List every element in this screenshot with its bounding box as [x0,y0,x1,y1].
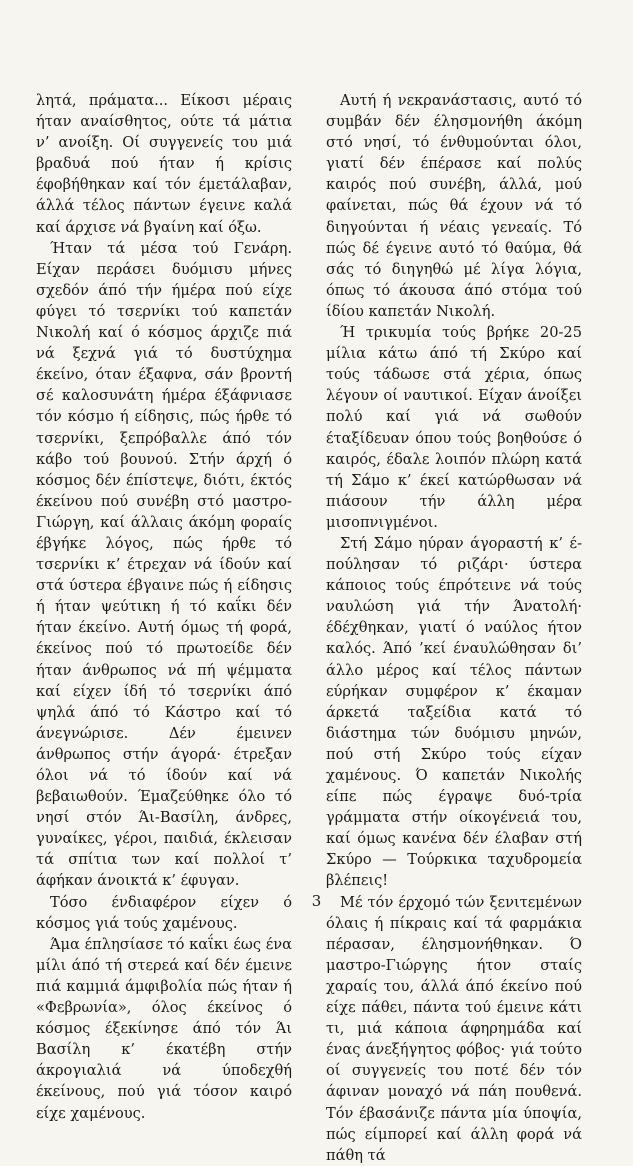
left-paragraph-1: λητά, πράματα... Είκοσι μέραις ήταν αναίσθητος, ούτε τά μάτια ν’ ανοίξη. Οί συγγενείς του μιά βραδυά πού ήταν ή κρίσις έφοβήθηκαν καί τόν έμετάλαβαν, άλλά τέλος πάντων έγεινε καλά καί άρχισε νά βγαίνη καί όξω. [36,92,292,236]
book-page [36,90,604,1164]
right-paragraph-4: Μέ τόν έρχομό τών ξενιτεμένων όλαις ή πίκραις καί τά φαρμάκια πέρασαν, έλησμονήθηκαν. Ό μαστρο-Γιώργης ήτον σταίς χαραίς του, άλλά άπό έκείνο πού είχε πάθει, πάντα τού έμεινε κάτι τι, μιά κάποια άφηρημάδα καί ένας άνεξήγητος φόβος· γιά τούτο οί συγγενείς του ποτέ δέν τόν άφιναν μοναχό νά πάη πουθενά. Τόν έβασάνιζε πάντα μία ύποψία, πώς είμπορεί καί άλλη φορά νά πάθη τά [326,893,582,1164]
page-number: 3 [311,892,322,910]
right-paragraph-1: Αυτή ή νεκρανάστασις, αυτό τό συμβάν δέν έλησμονήθη άκόμη στό νησί, τό ένθυμούνται όλοι, γιατί δέν έπέρασε καί πολύς καιρός πού συνέβη, άλλά, μού φαίνεται, πώς θά έχουν νά τό διηγούνται ή νέαις γενεαίς. Τό πώς δέ έγεινε αυτό τό θαύμα, θά σάς τό διηγηθώ μέ λίγα λόγια, όπως τό άκουσα άπό στόμα τού ίδίου καπετάν Νικολή. [326,92,582,320]
right-paragraph-2: Ή τρικυμία τούς βρήκε 20-25 μίλια κάτω άπό τή Σκύρο καί τούς τάδωσε στά χέρια, όπως λέγουν οί ναυτικοί. Είχαν άνοίξει πολύ καί γιά νά σωθούν έταξίδευαν όπου τούς βοηθούσε ό καιρός, έδαλε λοιπόν πλώρη κατά τή Σάμο κ’ έκεί κατώρθωσαν νά πιάσουν τήν άλλη μέρα μισοπνιγμένοι. [326,324,582,531]
right-paragraph-3: Στή Σάμο ηύραν άγοραστή κ’ έπούλησαν τό ριζάρι· ύστερα κάποιος τούς έπρότεινε νά τούς ναυλώση γιά τήν Άνατολή· έδέχθηκαν, γιατί ό ναύλος ήτον καλός. Άπό ’κεί έναυλώθησαν δι’ άλλο μέρος καί τέλος πάντων εύρήκαν συμφέρον κ’ έκαμαν άρκετά ταξείδια κατά τό διάστημα τών δυόμισυ μηνών, πού στή Σκύρο τούς είχαν χαμένους. Ό καπετάν Νικολής είπε πώς έγραψε δυό-τρία γράμματα στήν οίκογένειά του, καί όμως κανένα δέν έλαβαν στή Σκύρο — Τούρκικα ταχυδρομεία βλέπεις! [326,534,582,890]
left-paragraph-2: Ήταν τά μέσα τού Γενάρη. Είχαν περάσει δυόμισυ μήνες σχεδόν άπό τήν ήμέρα πού είχε φύγει τό τσερνίκι τού καπετάν Νικολή καί ό κόσμος άρχιζε πιά νά ξεχνά γιά τό δυστύχημα έκείνο, όταν έξαφνα, σάν βροντή σέ καλοσυνάτη ήμέρα έξάφνιασε τόν κόσμο ή είδησις, πώς ήρθε τό τσερνίκι, ξεπρόβαλλε άπό τόν κάβο τού βουνού. Στήν άρχή ό κόσμος δέν έπίστεψε, διότι, έκτός έκείνου πού συνέβη στό μαστρο-Γιώργη, καί άλλαις άκόμη φοραίς έβγήκε λόγος, πώς ήρθε τό τσερνίκι κ’ έτρεχαν νά ίδούν καί στά ύστερα έβγαινε πώς ή είδησις ή ήταν ψεύτικη ή τό καΐκι δέν ήταν έκείνο. Αυτή όμως τή φορά, έκείνος πού τό πρωτοείδε δέν ήταν άνθρωπος νά πή ψέμματα καί είχεν ίδή τό τσερνίκι άπό ψηλά άπό τό Κάστρο καί τό άνεγνώρισε. Δέν έμεινεν άνθρωπος στήν άγορά· έτρεξαν όλοι νά τό ίδούν καί νά βεβαιωθούν. Έμαζεύθηκε όλο τό νησί στόν Άι-Βασίλη, άνδρες, γυναίκες, γέροι, παιδιά, έκλεισαν τά σπίτια των καί πολλοί τ’ άφήκαν άνοικτά κ’ έφυγαν. [36,239,292,890]
right-text-column [326,90,582,1166]
left-paragraph-4: Άμα έπλησίασε τό καΐκι έως ένα μίλι άπό τή στερεά καί δέν έμεινε πιά καμμιά άμφιβολία πώς ήταν ή «Φεβρωνία», όλος έκείνος ό κόσμος έξεκίνησε άπό τόν Άι Βασίλη κ’ έκατέβη στήν άκρογιαλιά νά ύποδεχθή έκείνους, πού γιά τόσον καιρό είχε χαμένους. [36,935,292,1122]
left-paragraph-3: Τόσο ένδιαφέρον είχεν ό κόσμος γιά τούς χαμένους. [36,893,292,932]
left-text-column [36,90,292,1124]
